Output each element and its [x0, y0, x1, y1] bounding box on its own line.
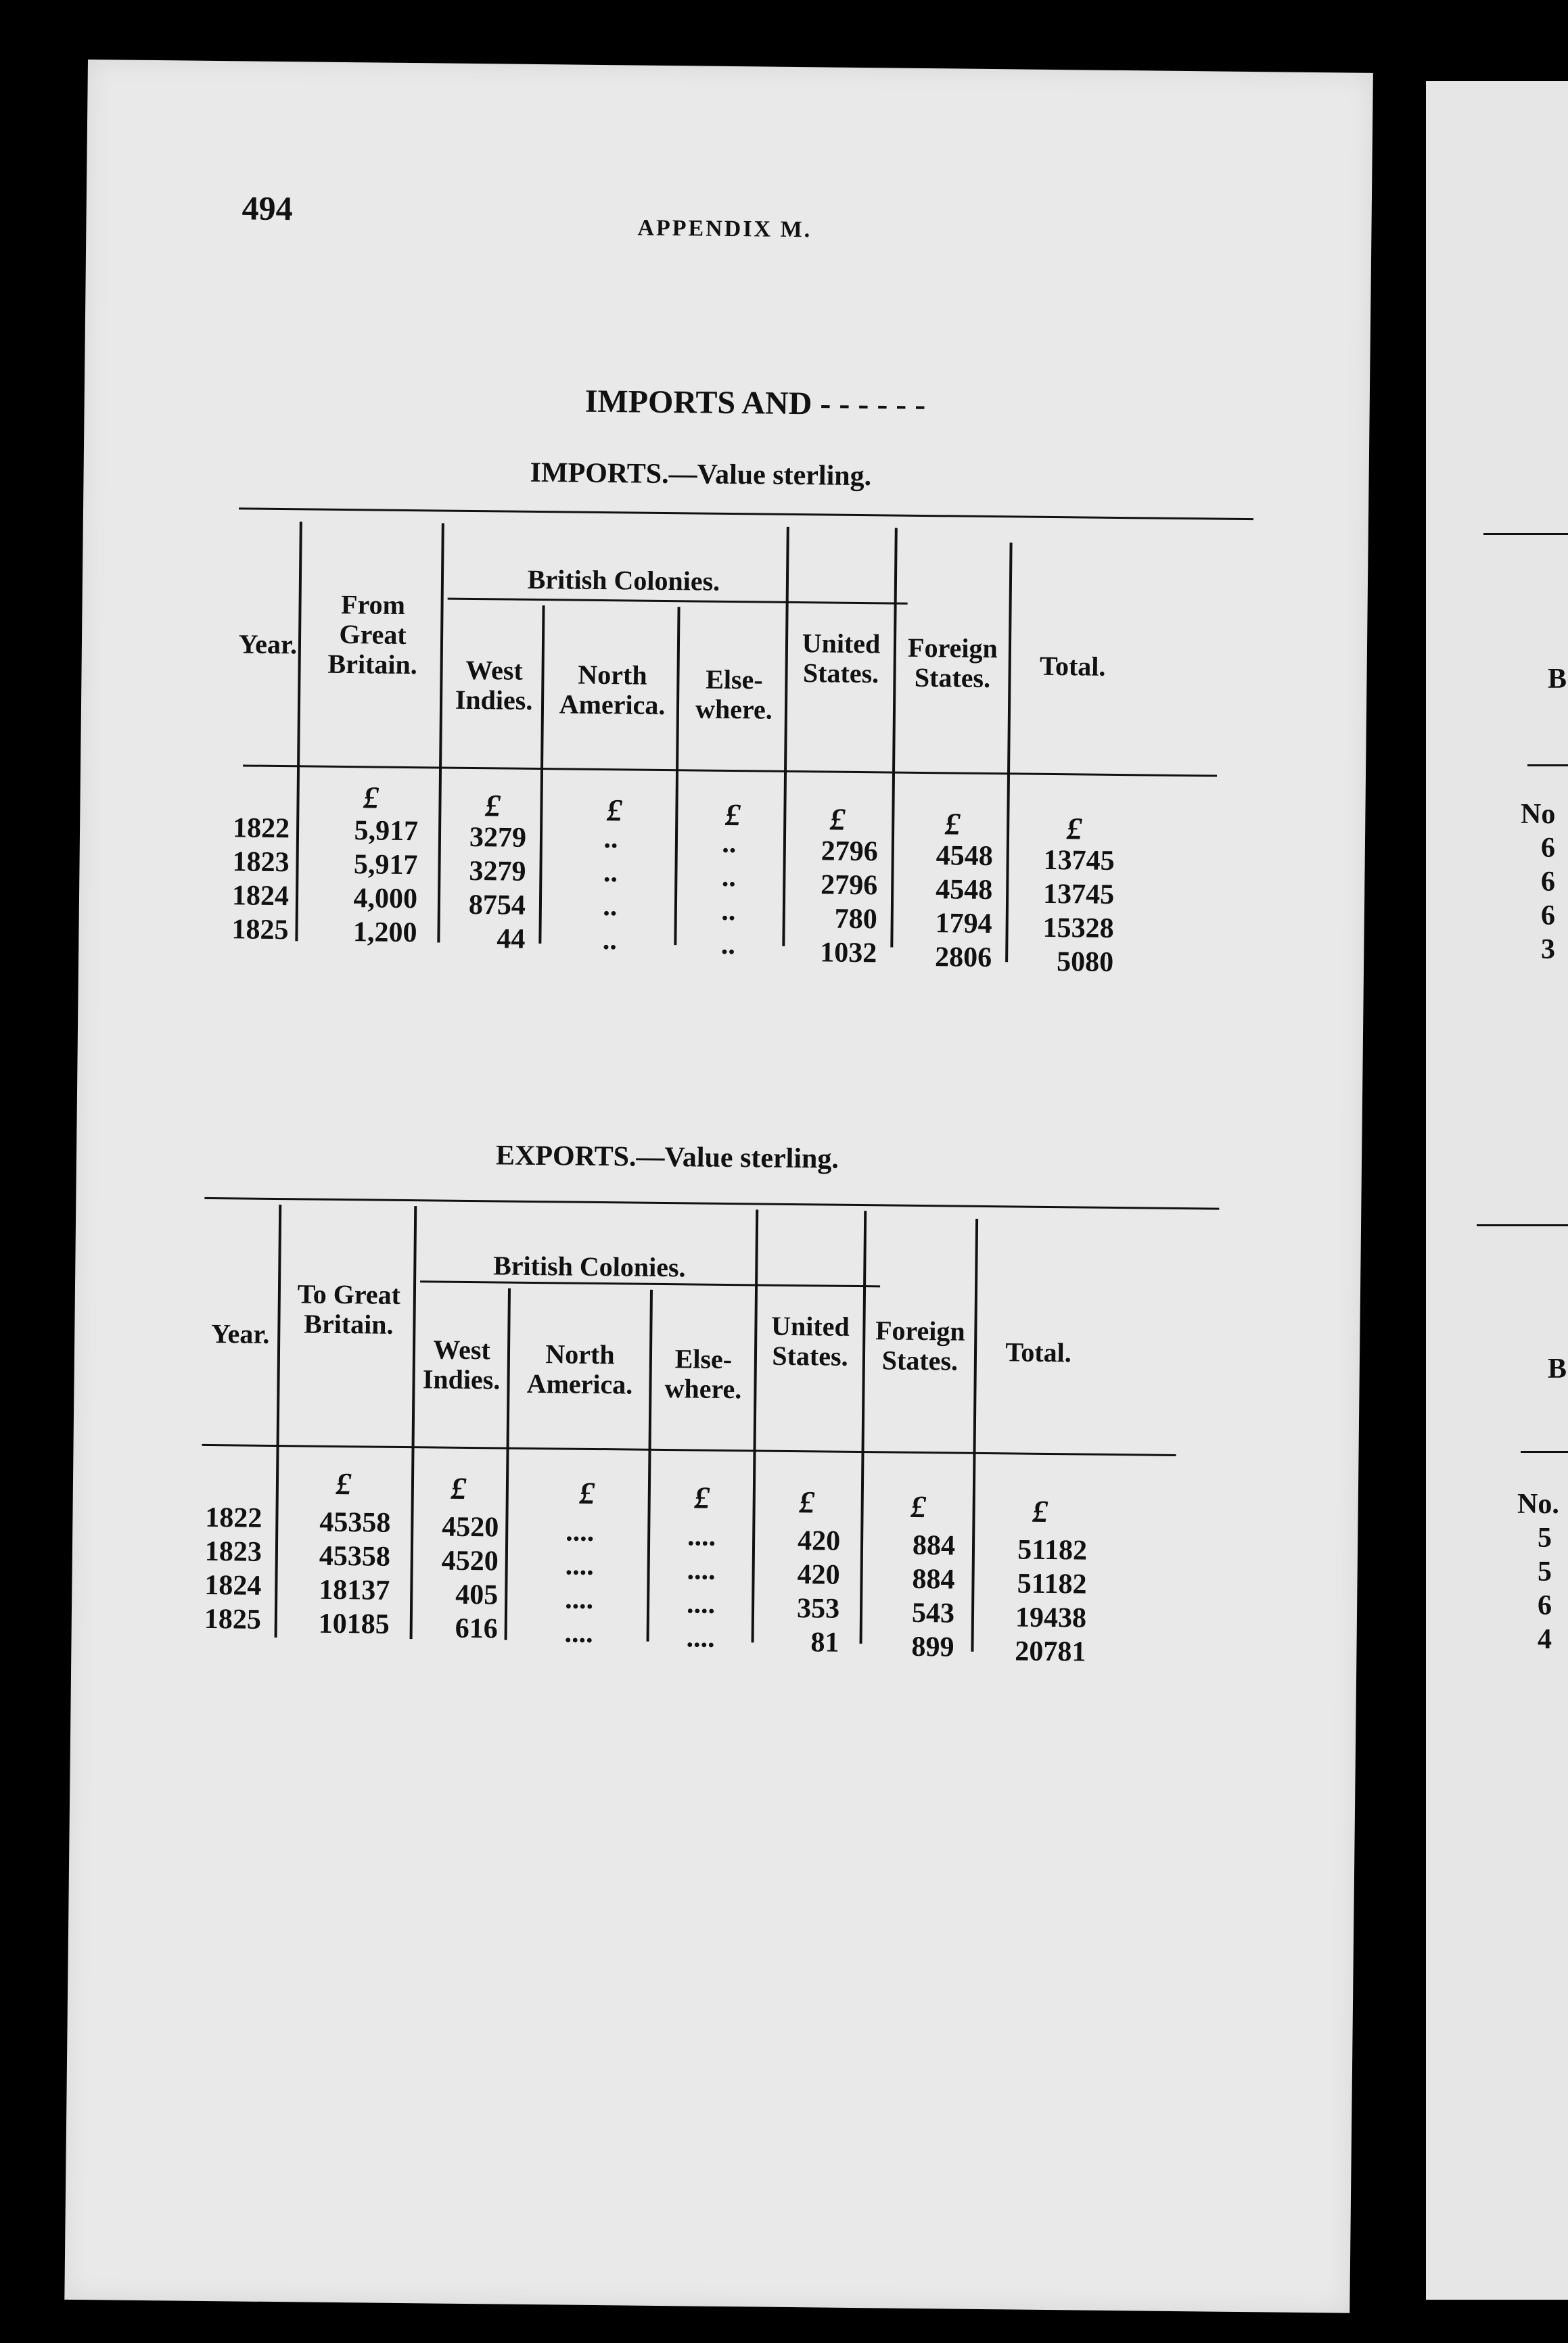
- page-title: IMPORTS AND - - - - - -: [584, 383, 926, 423]
- exports-us: 420: [797, 1525, 841, 1557]
- exports-us: 420: [797, 1559, 840, 1591]
- imports-year: 1824: [231, 880, 290, 912]
- imports-el: ..: [722, 827, 737, 860]
- facing-imports-value: 6: [1541, 900, 1555, 931]
- facing-exports-value: 4: [1538, 1624, 1552, 1655]
- exports-divider: [410, 1206, 417, 1639]
- imports-gb: 1,200: [352, 917, 417, 949]
- exports-total: 51182: [1017, 1534, 1088, 1567]
- exports-year: 1822: [205, 1502, 262, 1534]
- exports-top-rule: [204, 1197, 1219, 1210]
- imports-year: 1822: [232, 812, 290, 845]
- imports-gb: 4,000: [353, 883, 418, 915]
- facing-imports-head: B: [1548, 664, 1567, 695]
- imports-header-united-states: United States.: [802, 628, 881, 689]
- exports-title: EXPORTS.—Value sterling.: [495, 1140, 839, 1175]
- facing-exports-header-rule: [1521, 1451, 1568, 1453]
- facing-imports-value: 6: [1541, 866, 1555, 898]
- exports-year: 1825: [204, 1603, 262, 1636]
- exports-year: 1823: [204, 1535, 262, 1568]
- imports-us: 2796: [821, 835, 879, 868]
- exports-currency-fs: £: [910, 1489, 927, 1525]
- imports-year: 1825: [231, 914, 289, 946]
- facing-exports-value: 5: [1538, 1523, 1552, 1554]
- exports-total: 20781: [1015, 1636, 1086, 1668]
- facing-exports-value: 5: [1538, 1556, 1552, 1587]
- exports-us: 353: [796, 1593, 840, 1625]
- exports-fs: 884: [912, 1563, 955, 1596]
- facing-imports-rule: [1483, 533, 1568, 535]
- imports-divider: [1005, 542, 1012, 962]
- exports-currency-gb: £: [336, 1466, 352, 1502]
- exports-currency-us: £: [798, 1485, 815, 1520]
- exports-wi: 405: [455, 1579, 499, 1611]
- facing-exports-value: 6: [1538, 1590, 1552, 1621]
- imports-fs: 2806: [934, 942, 992, 974]
- imports-gb: 5,917: [353, 849, 418, 881]
- exports-header-elsewhere: Else-where.: [664, 1343, 742, 1405]
- exports-divider: [275, 1205, 282, 1638]
- exports-fs: 543: [911, 1597, 955, 1629]
- exports-gb: 45358: [319, 1506, 391, 1539]
- page-number: 494: [241, 189, 294, 228]
- imports-divider: [890, 528, 897, 948]
- facing-page-fragment: [1426, 81, 1568, 2300]
- facing-exports-rule: [1477, 1224, 1568, 1226]
- exports-header-total: Total.: [1005, 1337, 1072, 1368]
- imports-currency-us: £: [829, 802, 846, 837]
- exports-header-united-states: United States.: [770, 1310, 850, 1372]
- exports-na: ....: [565, 1550, 594, 1581]
- imports-divider: [437, 524, 444, 943]
- book-page: [64, 60, 1373, 2313]
- imports-currency-wi: £: [484, 788, 501, 823]
- exports-na: ....: [566, 1516, 595, 1548]
- imports-el: ..: [721, 895, 736, 927]
- imports-total: 13745: [1043, 844, 1115, 877]
- imports-currency-el: £: [724, 797, 741, 833]
- imports-fs: 4548: [936, 840, 993, 873]
- exports-total: 51182: [1017, 1568, 1087, 1600]
- exports-fs: 899: [911, 1631, 954, 1663]
- exports-gb: 10185: [318, 1608, 390, 1640]
- imports-top-rule: [239, 507, 1253, 520]
- imports-currency-fs: £: [944, 806, 961, 841]
- imports-header-north-america: North America.: [559, 659, 666, 720]
- imports-na: ..: [602, 925, 618, 956]
- imports-wi: 3279: [469, 855, 526, 887]
- exports-total: 19438: [1015, 1602, 1087, 1634]
- exports-currency-el: £: [694, 1480, 710, 1515]
- imports-header-rule: [243, 764, 1217, 776]
- imports-na: ..: [603, 857, 618, 889]
- exports-header-year: Year.: [210, 1318, 270, 1349]
- exports-divider: [971, 1219, 978, 1652]
- imports-us: 2796: [821, 869, 878, 902]
- imports-us: 780: [834, 903, 877, 935]
- exports-currency-total: £: [1032, 1493, 1048, 1529]
- imports-header-foreign-states: Foreign States.: [907, 632, 998, 694]
- facing-imports-value: 6: [1541, 833, 1555, 864]
- facing-imports-col: No: [1521, 799, 1556, 830]
- exports-na: ....: [564, 1617, 593, 1649]
- imports-header-british-colonies: British Colonies.: [527, 563, 720, 597]
- imports-gb: 5,917: [354, 815, 419, 848]
- facing-imports-value: 3: [1541, 934, 1555, 965]
- facing-exports-head: B: [1548, 1353, 1567, 1385]
- exports-gb: 45358: [319, 1540, 391, 1573]
- imports-total: 5080: [1056, 946, 1114, 978]
- imports-fs: 1794: [935, 908, 992, 940]
- imports-header-total: Total.: [1039, 650, 1106, 682]
- exports-header-foreign-states: Foreign States.: [875, 1315, 965, 1376]
- imports-currency-total: £: [1066, 811, 1082, 846]
- exports-divider: [752, 1209, 759, 1642]
- exports-us: 81: [810, 1627, 839, 1658]
- exports-currency-na: £: [579, 1475, 595, 1510]
- exports-header-to-gb: To Great Britain.: [297, 1278, 401, 1340]
- exports-wi: 4520: [441, 1545, 499, 1577]
- exports-header-rule: [202, 1444, 1176, 1456]
- imports-header-year: Year.: [238, 628, 298, 660]
- facing-imports-header-rule: [1527, 764, 1568, 766]
- imports-year: 1823: [232, 846, 290, 879]
- imports-currency-gb: £: [363, 780, 379, 815]
- imports-currency-na: £: [606, 793, 623, 828]
- imports-header-from-gb: From Great Britain.: [327, 588, 418, 680]
- exports-el: ....: [686, 1622, 715, 1654]
- imports-header-west-indies: West Indies.: [455, 654, 533, 716]
- exports-el: ....: [687, 1554, 716, 1586]
- exports-divider: [860, 1211, 867, 1644]
- exports-el: ....: [687, 1521, 716, 1552]
- exports-fs: 884: [912, 1529, 956, 1562]
- exports-el: ....: [686, 1588, 716, 1620]
- facing-exports-col: No.: [1517, 1489, 1559, 1520]
- imports-us: 1032: [819, 937, 877, 969]
- exports-header-british-colonies: British Colonies.: [492, 1250, 686, 1283]
- imports-colonies-rule: [448, 598, 908, 605]
- exports-currency-wi: £: [451, 1470, 467, 1506]
- imports-total: 13745: [1042, 878, 1115, 910]
- exports-header-west-indies: West Indies.: [422, 1334, 501, 1395]
- exports-gb: 18137: [319, 1574, 390, 1606]
- imports-header-elsewhere: Else-where.: [695, 664, 773, 725]
- imports-divider: [295, 521, 302, 941]
- imports-wi: 8754: [468, 889, 526, 921]
- imports-wi: 44: [497, 923, 526, 955]
- imports-wi: 3279: [469, 821, 527, 854]
- exports-year: 1824: [204, 1569, 262, 1602]
- exports-na: ....: [564, 1583, 594, 1615]
- imports-title: IMPORTS.—Value sterling.: [530, 457, 872, 492]
- imports-na: ..: [603, 823, 618, 855]
- imports-divider: [674, 607, 680, 945]
- imports-fs: 4548: [935, 874, 993, 906]
- imports-total: 15328: [1042, 912, 1114, 944]
- exports-header-north-america: North America.: [526, 1339, 633, 1400]
- exports-wi: 616: [455, 1613, 498, 1645]
- exports-wi: 4520: [442, 1511, 499, 1544]
- imports-na: ..: [603, 891, 618, 923]
- imports-el: ..: [721, 861, 737, 894]
- imports-el: ..: [720, 929, 736, 961]
- running-head: APPENDIX M.: [637, 215, 812, 243]
